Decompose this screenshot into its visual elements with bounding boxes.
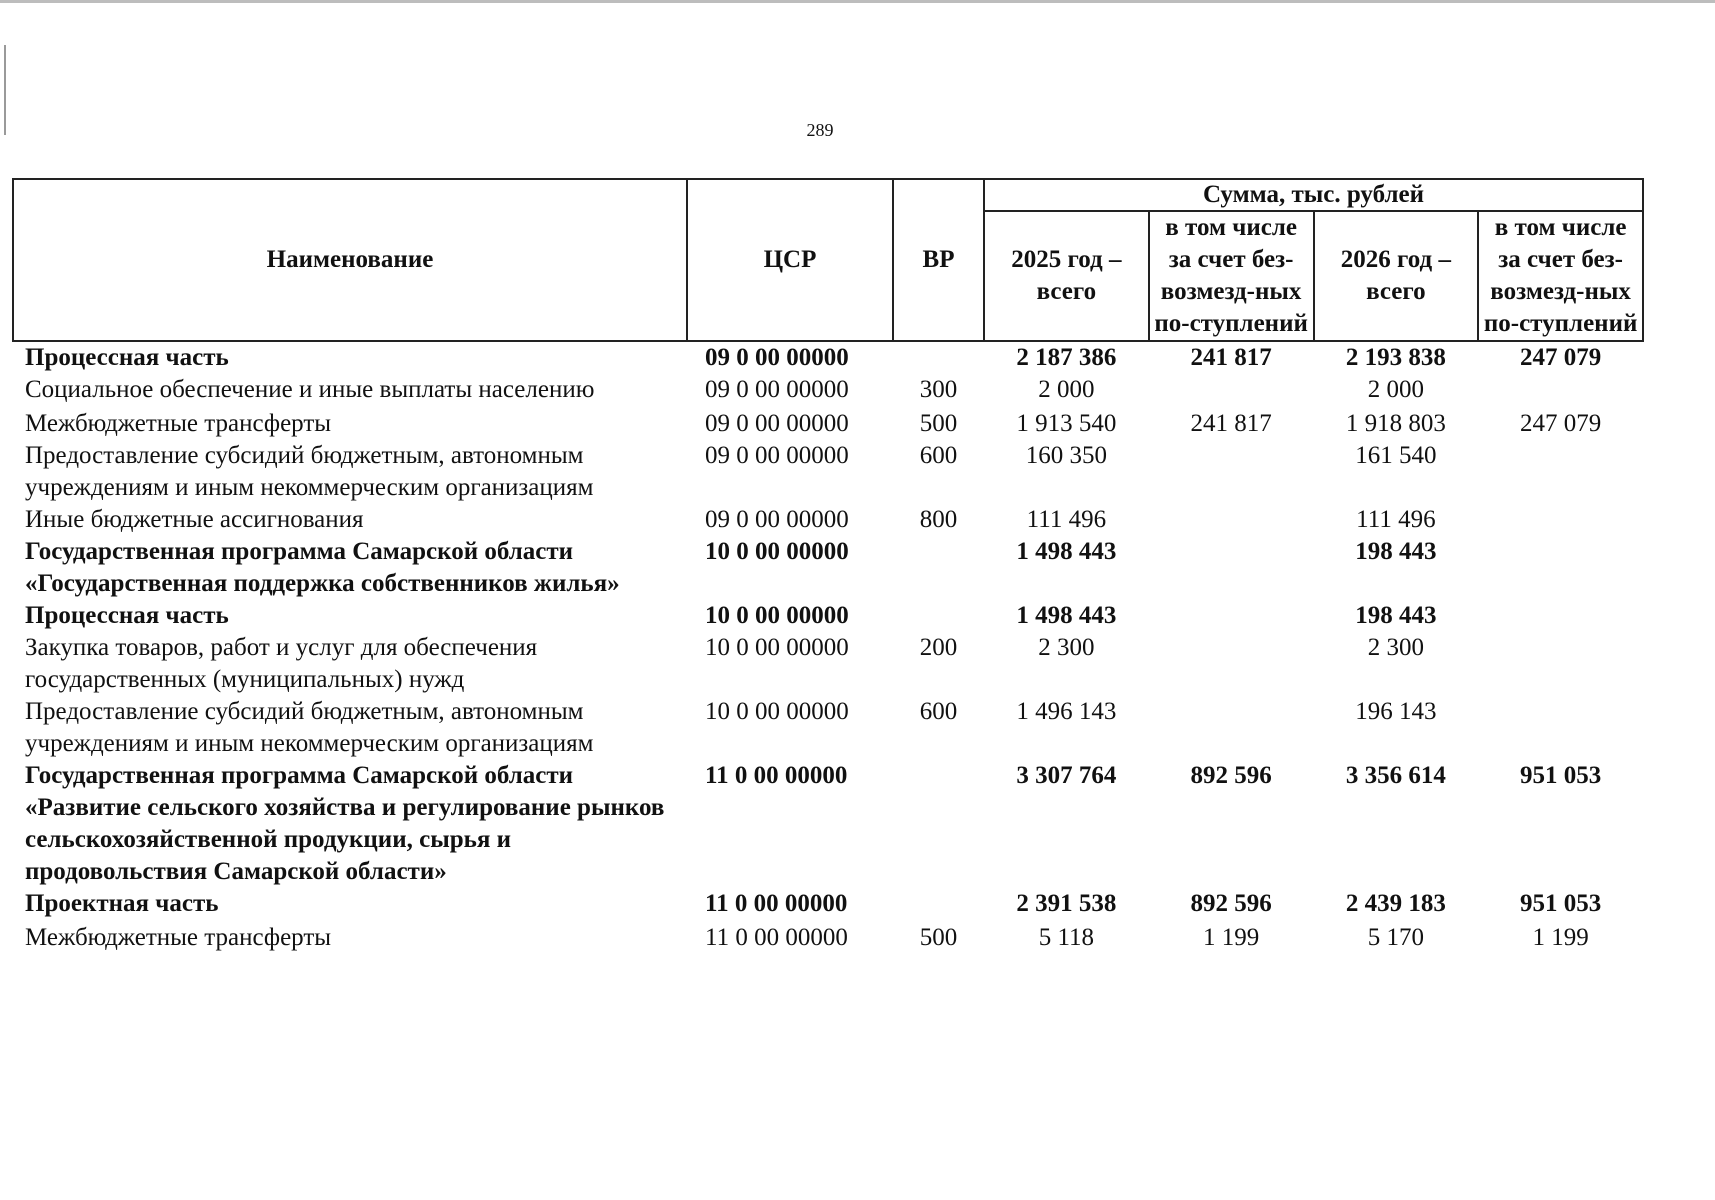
row-2025-total: 2 187 386 (984, 341, 1149, 374)
row-2026-total: 198 443 (1355, 602, 1437, 629)
row-name: Иные бюджетные ассигнования (25, 506, 364, 533)
header-2026-total: 2026 год – всего (1314, 211, 1479, 341)
row-2026-total: 2 300 (1367, 634, 1424, 661)
row-csr: 11 0 00 00000 (705, 890, 848, 917)
row-2026-free (1478, 536, 1643, 600)
row-2025-total: 160 350 (1025, 442, 1107, 469)
row-2026-free (1478, 600, 1643, 632)
row-csr: 09 0 00 00000 (687, 341, 893, 374)
table-row (13, 374, 1643, 406)
row-2026-free: 951 053 (1520, 762, 1602, 789)
row-2025-free: 241 817 (1190, 410, 1272, 437)
row-2025-free (1149, 600, 1314, 632)
table-row (13, 504, 1643, 536)
table-row (13, 341, 1643, 374)
table-row (13, 888, 1643, 920)
header-sum-group: Сумма, тыс. рублей (984, 179, 1643, 211)
row-name: Социальное обеспечение и иные выплаты населению (25, 376, 595, 403)
row-vr (893, 760, 984, 888)
row-2025-free: 1 199 (1203, 924, 1260, 951)
row-2026-free (1478, 696, 1643, 760)
row-vr (893, 888, 984, 920)
row-2025-free (1149, 632, 1314, 696)
row-csr: 09 0 00 00000 (705, 376, 849, 403)
row-2025-total: 1 498 443 (1016, 538, 1117, 565)
row-csr: 09 0 00 00000 (705, 410, 849, 437)
row-csr: 11 0 00 00000 (705, 762, 848, 789)
table-row (13, 440, 1643, 504)
row-2026-free (1478, 504, 1643, 536)
table-row (13, 696, 1643, 760)
row-2025-total: 1 913 540 (1016, 410, 1117, 437)
row-2026-free: 247 079 (1520, 410, 1602, 437)
table-row (13, 536, 1643, 600)
row-csr: 09 0 00 00000 (705, 442, 849, 469)
row-name: Проектная часть (25, 890, 219, 917)
row-2025-free (1149, 440, 1314, 504)
scan-edge-top (0, 0, 1715, 3)
row-2026-total: 198 443 (1355, 538, 1437, 565)
table-header (13, 179, 1643, 341)
table-row (13, 406, 1643, 440)
row-name: Государственная программа Самарской области «Развитие сельского хозяйства и регулирование рынков сельскохозяйственной продукции, сырья и продовольствия Самарской области» (25, 762, 665, 885)
row-2025-free (1149, 504, 1314, 536)
row-2026-free (1478, 374, 1643, 406)
row-2025-total: 5 118 (1038, 924, 1095, 951)
row-csr: 10 0 00 00000 (705, 538, 849, 565)
row-csr: 10 0 00 00000 (705, 634, 849, 661)
row-name: Предоставление субсидий бюджетным, автономным учреждениям и иным некоммерческим организациям (25, 698, 594, 757)
row-2026-free (1478, 632, 1643, 696)
row-2025-total: 111 496 (1026, 506, 1107, 533)
row-vr: 600 (919, 698, 958, 725)
row-csr: 10 0 00 00000 (705, 698, 849, 725)
row-2026-total: 2 193 838 (1314, 341, 1479, 374)
row-vr (893, 341, 984, 374)
row-name: Предоставление субсидий бюджетным, автономным учреждениям и иным некоммерческим организациям (25, 442, 594, 501)
row-2025-total: 1 496 143 (1016, 698, 1117, 725)
scan-edge-left (4, 45, 6, 135)
header-csr: ЦСР (687, 179, 893, 341)
row-2026-total: 3 356 614 (1345, 762, 1446, 789)
table-row (13, 760, 1643, 888)
row-2025-total: 1 498 443 (1016, 602, 1117, 629)
row-2025-total: 2 000 (1038, 376, 1095, 403)
row-vr: 500 (919, 924, 958, 951)
table-row (13, 920, 1643, 954)
row-2026-total: 161 540 (1355, 442, 1437, 469)
row-csr: 10 0 00 00000 (705, 602, 849, 629)
row-2025-total: 2 391 538 (1016, 890, 1117, 917)
row-2026-free: 1 199 (1532, 924, 1589, 951)
row-2026-total: 1 918 803 (1345, 410, 1446, 437)
header-2025-total: 2025 год – всего (984, 211, 1149, 341)
row-2025-free (1149, 374, 1314, 406)
row-2026-free (1478, 440, 1643, 504)
row-vr (893, 536, 984, 600)
row-2026-total: 2 000 (1367, 376, 1424, 403)
row-name: Закупка товаров, работ и услуг для обеспечения государственных (муниципальных) нужд (25, 634, 538, 693)
header-2025-free: в том числе за счет без-возмезд-ных по-ступлений (1149, 211, 1314, 341)
row-vr: 600 (919, 442, 958, 469)
table-row (13, 600, 1643, 632)
row-2025-free: 892 596 (1190, 762, 1272, 789)
row-vr: 300 (919, 376, 958, 403)
header-name: Наименование (13, 179, 687, 341)
row-2026-free: 951 053 (1520, 890, 1602, 917)
table-body (13, 341, 1643, 954)
row-name: Межбюджетные трансферты (25, 924, 332, 951)
row-vr: 200 (919, 634, 958, 661)
row-2026-total: 2 439 183 (1345, 890, 1446, 917)
budget-table (12, 178, 1644, 954)
row-csr: 09 0 00 00000 (705, 506, 849, 533)
row-csr: 11 0 00 00000 (705, 924, 848, 951)
row-2026-total: 196 143 (1355, 698, 1437, 725)
row-2025-free (1149, 536, 1314, 600)
row-name: Процессная часть (25, 602, 229, 629)
header-vr: ВР (893, 179, 984, 341)
row-2025-free: 241 817 (1149, 341, 1314, 374)
row-2025-free (1149, 696, 1314, 760)
row-2025-total: 2 300 (1038, 634, 1095, 661)
table-row (13, 632, 1643, 696)
row-2025-total: 3 307 764 (1016, 762, 1117, 789)
row-name: Государственная программа Самарской области «Государственная поддержка собственников жилья» (25, 538, 620, 597)
row-name: Процессная часть (13, 341, 687, 374)
row-2026-total: 111 496 (1356, 506, 1436, 533)
header-2026-free: в том числе за счет без-возмезд-ных по-ступлений (1478, 211, 1643, 341)
row-vr: 500 (919, 410, 958, 437)
row-name: Межбюджетные трансферты (25, 410, 332, 437)
page-number: 289 (806, 120, 834, 140)
row-2025-free: 892 596 (1190, 890, 1272, 917)
row-2026-free: 247 079 (1478, 341, 1643, 374)
row-vr: 800 (919, 506, 958, 533)
row-vr (893, 600, 984, 632)
row-2026-total: 5 170 (1367, 924, 1424, 951)
